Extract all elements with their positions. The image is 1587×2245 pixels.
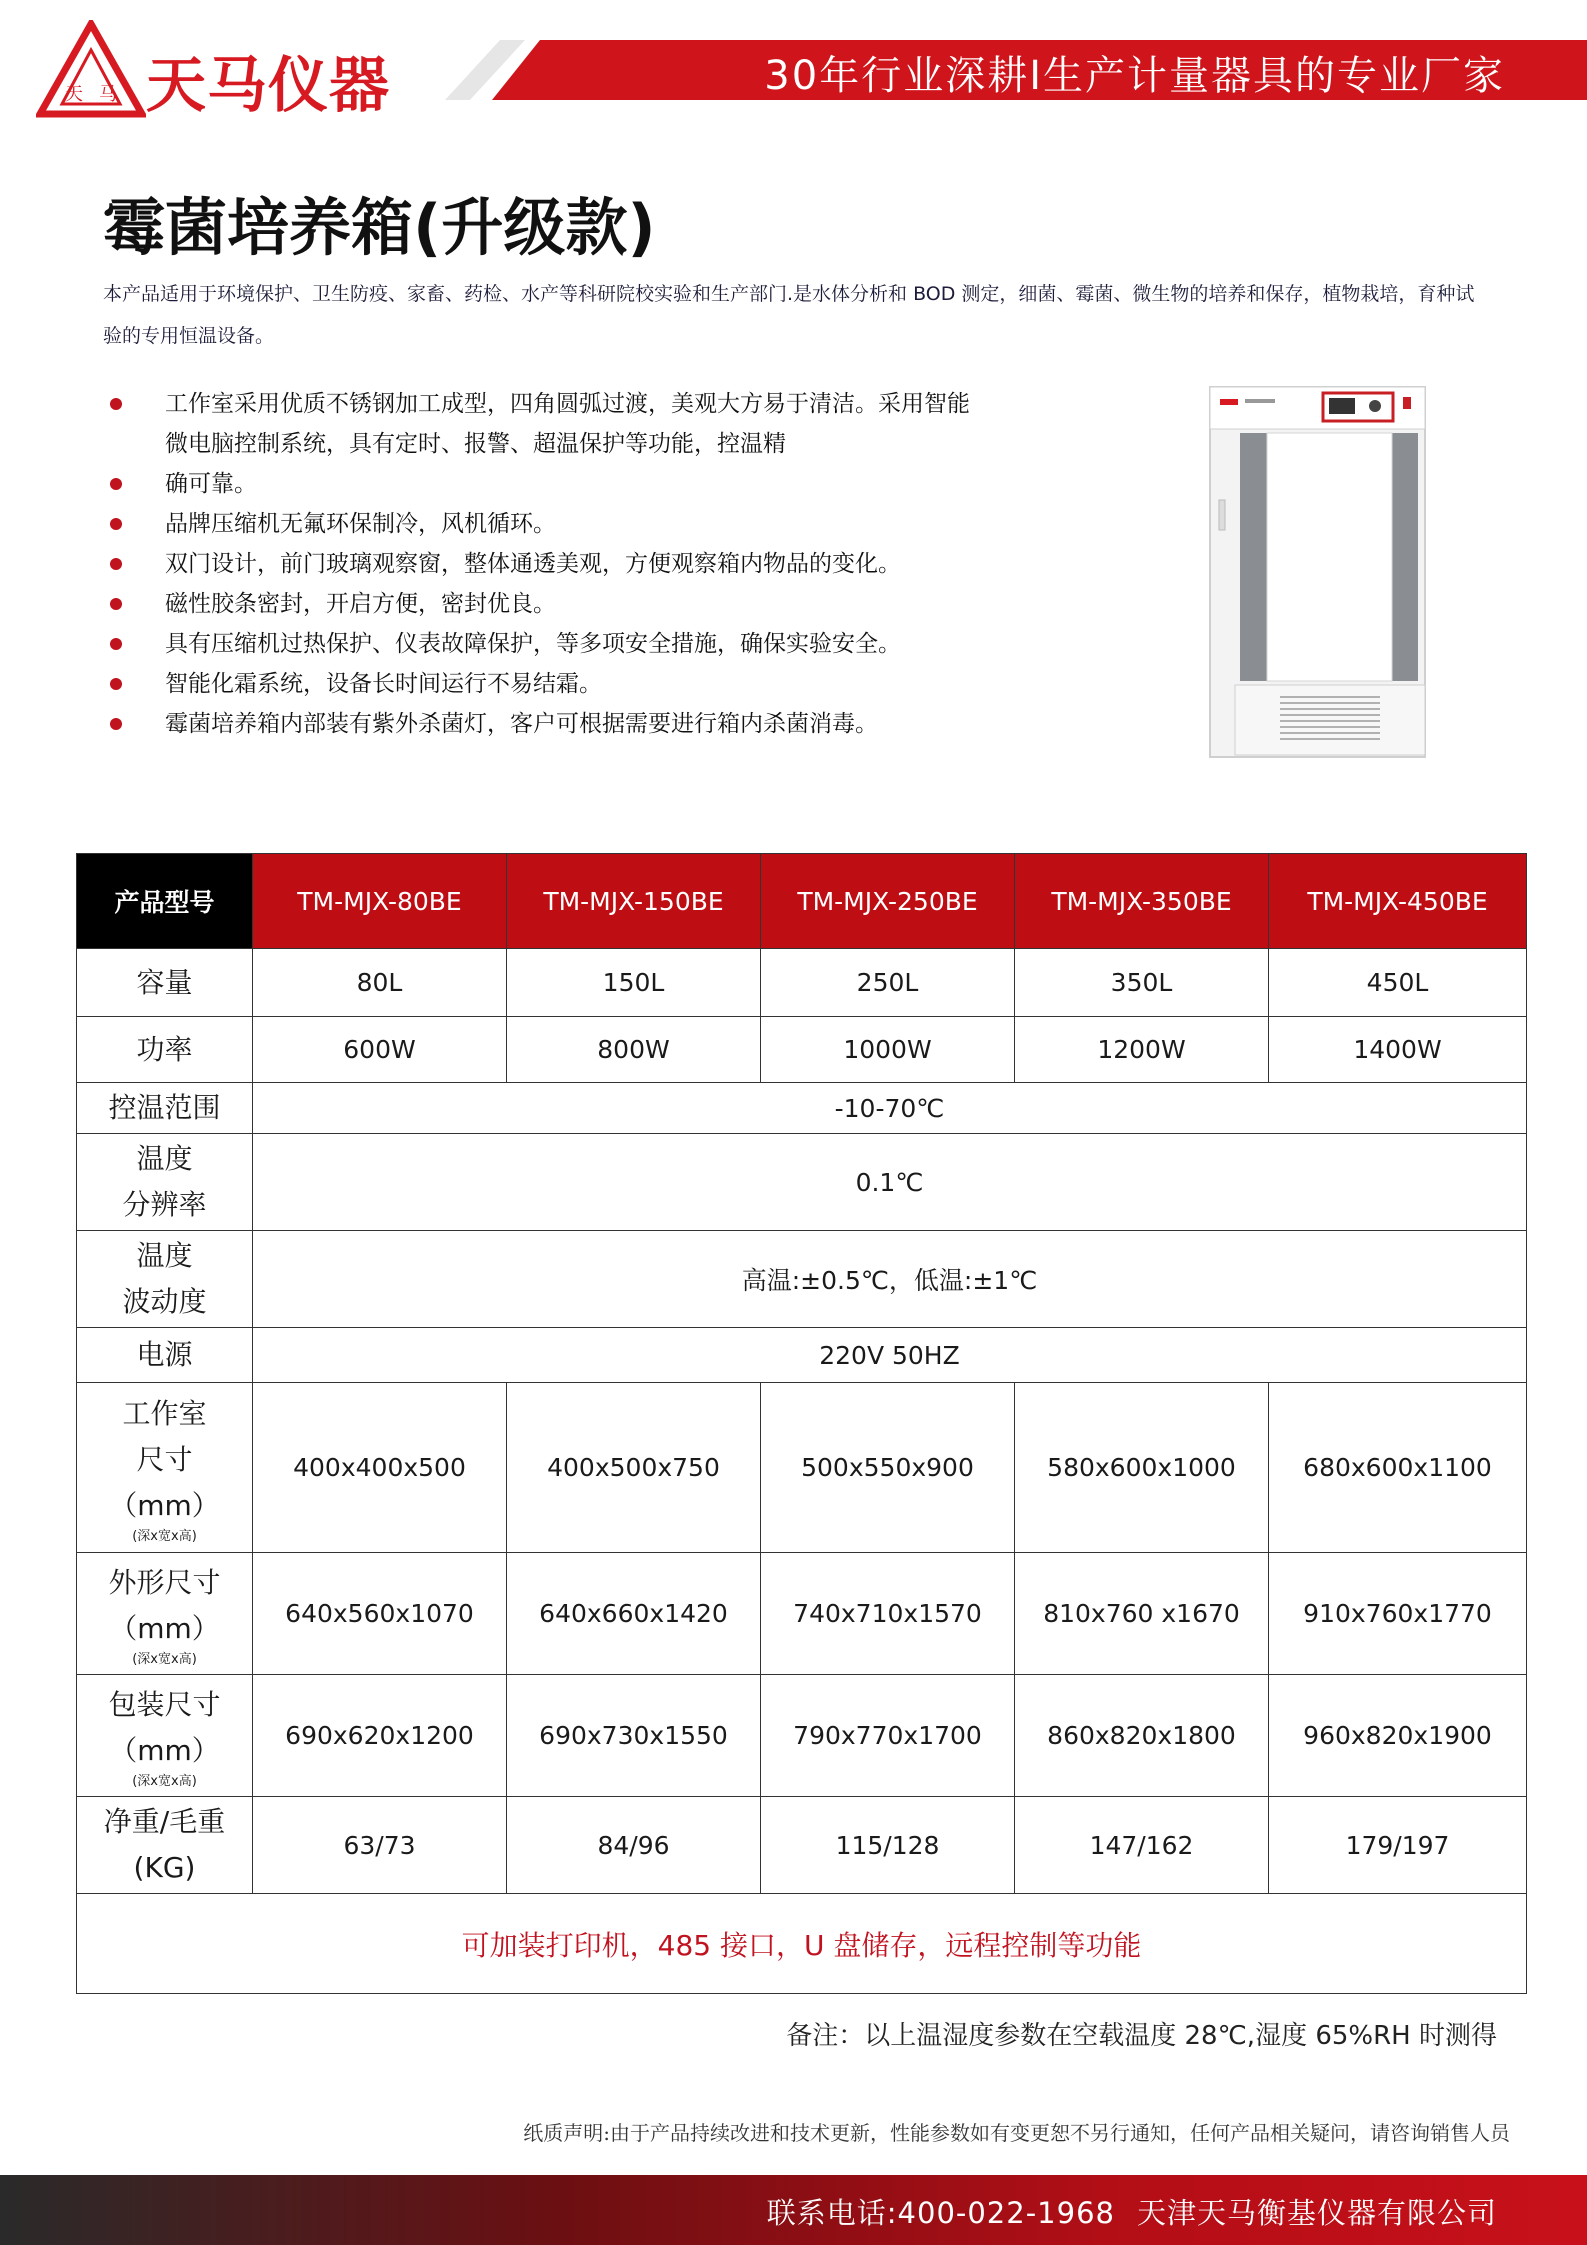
disclaimer: 纸质声明:由于产品持续改进和技术更新，性能参数如有变更恕不另行通知，任何产品相关疑问，请咨询销售人员: [523, 2121, 1510, 2145]
logo-mark-char-2: 马: [99, 84, 117, 105]
product-image: [1205, 385, 1435, 765]
feature-item: 双门设计，前门玻璃观察窗，整体通透美观，方便观察箱内物品的变化。: [110, 544, 980, 584]
table-cell: 580x600x1000: [1015, 1383, 1269, 1553]
row-label: 工作室 尺寸 （mm） (深x宽x高): [77, 1383, 253, 1553]
model-cell: TM-MJX-250BE: [761, 854, 1015, 949]
header-slogan: 30年行业深耕I生产计量器具的专业厂家: [764, 53, 1505, 99]
bullet-icon: [110, 718, 122, 730]
logo-triangle-icon: [36, 20, 146, 120]
brand-logo: [36, 20, 436, 120]
table-cell: 250L: [761, 949, 1015, 1017]
table-cell: 1400W: [1269, 1017, 1527, 1083]
table-row: [77, 1894, 1527, 1994]
row-label: 包装尺寸 （mm） (深x宽x高): [77, 1675, 253, 1797]
remark: 备注：以上温湿度参数在空载温度 28℃,湿度 65%RH 时测得: [786, 2021, 1497, 2051]
table-cell: 63/73: [253, 1797, 507, 1894]
table-cell: 450L: [1269, 949, 1527, 1017]
table-cell: 400x400x500: [253, 1383, 507, 1553]
table-cell: 220V 50HZ: [253, 1328, 1527, 1383]
feature-list: [110, 384, 980, 744]
row-label: 电源: [77, 1328, 253, 1383]
row-label: 容量: [77, 949, 253, 1017]
table-cell: 115/128: [761, 1797, 1015, 1894]
feature-item: 智能化霜系统，设备长时间运行不易结霜。: [110, 664, 980, 704]
model-cell: TM-MJX-350BE: [1015, 854, 1269, 949]
table-cell: 810x760 x1670: [1015, 1553, 1269, 1675]
table-cell: 690x730x1550: [507, 1675, 761, 1797]
feature-item: 品牌压缩机无氟环保制冷，风机循环。: [110, 504, 980, 544]
table-row: [77, 1231, 1527, 1328]
bullet-icon: [110, 398, 122, 410]
table-row: [77, 1083, 1527, 1134]
logo-mark-char-1: 天: [65, 84, 83, 105]
table-row: [77, 1328, 1527, 1383]
table-header-row: [77, 854, 1527, 949]
brand-name: 天马仪器: [146, 51, 390, 121]
table-cell: 1000W: [761, 1017, 1015, 1083]
feature-item: 确可靠。: [110, 464, 980, 504]
model-cell: TM-MJX-80BE: [253, 854, 507, 949]
table-row: [77, 1553, 1527, 1675]
bullet-icon: [110, 678, 122, 690]
table-cell: 910x760x1770: [1269, 1553, 1527, 1675]
feature-item: 具有压缩机过热保护、仪表故障保护，等多项安全措施，确保实验安全。: [110, 624, 980, 664]
feature-item: 磁性胶条密封，开启方便，密封优良。: [110, 584, 980, 624]
table-cell: -10-70℃: [253, 1083, 1527, 1134]
contact-info: [745, 2191, 1497, 2232]
model-cell: TM-MJX-450BE: [1269, 854, 1527, 949]
feature-item: 工作室采用优质不锈钢加工成型，四角圆弧过渡，美观大方易于清洁。采用智能微电脑控制系统，具有定时、报警、超温保护等功能，控温精: [110, 384, 980, 464]
table-cell: 500x550x900: [761, 1383, 1015, 1553]
bullet-icon: [110, 638, 122, 650]
table-row: [77, 949, 1527, 1017]
table-row: [77, 1383, 1527, 1553]
bullet-icon: [110, 598, 122, 610]
table-cell: 860x820x1800: [1015, 1675, 1269, 1797]
table-cell: 1200W: [1015, 1017, 1269, 1083]
table-row: [77, 1017, 1527, 1083]
extra-features-note: 可加装打印机，485 接口，U 盘储存，远程控制等功能: [77, 1894, 1527, 1994]
row-label: 温度 分辨率: [77, 1134, 253, 1231]
table-cell: 179/197: [1269, 1797, 1527, 1894]
header-label: 产品型号: [77, 854, 253, 949]
bullet-icon: [110, 518, 122, 530]
spec-table: [76, 853, 1527, 1994]
table-cell: 147/162: [1015, 1797, 1269, 1894]
row-label: 温度 波动度: [77, 1231, 253, 1328]
table-cell: 350L: [1015, 949, 1269, 1017]
row-label: 功率: [77, 1017, 253, 1083]
table-row: [77, 1797, 1527, 1894]
table-cell: 800W: [507, 1017, 761, 1083]
table-cell: 80L: [253, 949, 507, 1017]
table-cell: 640x560x1070: [253, 1553, 507, 1675]
table-cell: 400x500x750: [507, 1383, 761, 1553]
table-cell: 84/96: [507, 1797, 761, 1894]
row-label: 净重/毛重 (KG): [77, 1797, 253, 1894]
table-cell: 高温:±0.5℃，低温:±1℃: [253, 1231, 1527, 1328]
table-cell: 960x820x1900: [1269, 1675, 1527, 1797]
product-intro: 本产品适用于环境保护、卫生防疫、家畜、药检、水产等科研院校实验和生产部门.是水体分析和 BOD 测定，细菌、霉菌、微生物的培养和保存，植物栽培，育种试验的专用恒温设备。: [103, 283, 1475, 347]
row-label: 控温范围: [77, 1083, 253, 1134]
contact-phone: 联系电话:400-022-1968: [766, 2196, 1115, 2230]
table-cell: 680x600x1100: [1269, 1383, 1527, 1553]
table-row: [77, 1675, 1527, 1797]
model-cell: TM-MJX-150BE: [507, 854, 761, 949]
page-title: 霉菌培养箱(升级款): [103, 191, 656, 264]
bullet-icon: [110, 478, 122, 490]
table-cell: 150L: [507, 949, 761, 1017]
table-cell: 600W: [253, 1017, 507, 1083]
table-row: [77, 1134, 1527, 1231]
table-cell: 790x770x1700: [761, 1675, 1015, 1797]
bullet-icon: [110, 558, 122, 570]
table-cell: 640x660x1420: [507, 1553, 761, 1675]
row-label: 外形尺寸 （mm） (深x宽x高): [77, 1553, 253, 1675]
company-name: 天津天马衡基仪器有限公司: [1136, 2196, 1497, 2230]
table-cell: 0.1℃: [253, 1134, 1527, 1231]
page-footer: [0, 2175, 1587, 2245]
feature-item: 霉菌培养箱内部装有紫外杀菌灯，客户可根据需要进行箱内杀菌消毒。: [110, 704, 980, 744]
page-header: [0, 0, 1587, 120]
table-cell: 690x620x1200: [253, 1675, 507, 1797]
table-cell: 740x710x1570: [761, 1553, 1015, 1675]
